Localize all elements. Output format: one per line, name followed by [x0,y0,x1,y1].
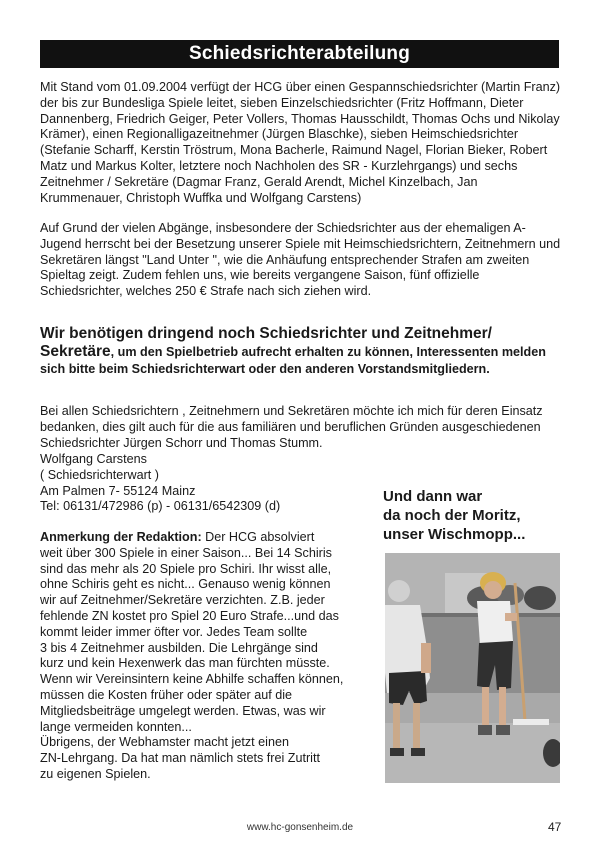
page-number: 47 [548,820,562,834]
contact-block [40,452,370,515]
note-line: lange vermeiden konnten... [40,719,192,734]
note-line: sind das mehr als 20 Spiele pro Schiri. Ihr wisst alle, [40,561,332,576]
page-title: Schiedsrichterabteilung [188,43,411,64]
note-line: müssen die Kosten früher oder später auf die [40,687,293,702]
note-line: ZN-Lehrgang. Da hat man nämlich stets frei Zutritt [40,751,320,766]
intro-paragraph-shortage: Auf Grund der vielen Abgänge, insbesondere der Schiedsrichter aus der ehemaligen A- Jugend herrscht bei der Besetzung unserer Spiele mit Heimschiedsrichtern, Zeitnehmern und Sekretären längst "Land Unter ", wie die Anhäufung entsprechender Strafen am zweiten Spieltag zeigt. Zudem fehlen uns, wie bereits vergangene Saison, fünf offizielle Schiedsrichter, welches 250 € Strafe nach sich ziehen wird. [40,221,561,299]
note-line: ohne Schiris geht es nicht... Genauso wenig können [40,577,331,592]
note-line: Anmerkung der Redaktion: Der HCG absolviert [40,530,315,544]
appeal-headline: Wir benötigen dringend noch Schiedsrichter und Zeitnehmer/ Sekretäre [40,325,492,360]
caption-line: Und dann war [383,488,483,505]
appeal-rest: , um den Spielbetrieb aufrecht erhalten zu können, Interessenten melden sich bitte beim Schiedsrichterwart oder den anderen Vorstandsmitgliedern. [40,345,546,376]
note-line: 3 bis 4 Zeitnehmer ausbilden. Die Lehrgänge sind [40,640,318,655]
contact-phone: Tel: 06131/472986 (p) - 06131/6542309 (d) [40,499,281,514]
note-line: wir auf Zeitnehmer/Sekretäre verzichten. Z.B. jeder [40,593,325,608]
appeal-paragraph [40,325,562,378]
section-title-bar [40,40,559,68]
gym-photo [385,553,560,783]
editor-note [40,530,390,783]
note-line: weit über 300 Spiele in einer Saison... Bei 14 Schiris [40,545,332,560]
note-line: fehlende ZN kostet pro Spiel 20 Euro Strafe...und das [40,608,339,623]
photo-caption [383,487,573,544]
contact-role: ( Schiedsrichterwart ) [40,467,159,482]
note-label: Anmerkung der Redaktion: [40,530,202,544]
footer-website: www.hc-gonsenheim.de [246,822,354,833]
note-line: zu eigenen Spielen. [40,766,151,781]
contact-address: Am Palmen 7- 55124 Mainz [40,483,196,498]
note-line: Mitgliedsbeiträge umgelegt werden. Etwas, was wir [40,703,326,718]
caption-line: da noch der Moritz, [383,507,521,524]
contact-name: Wolfgang Carstens [40,452,147,466]
note-line: Wenn wir Vereinsintern keine Abhilfe schaffen können, [40,672,344,687]
note-line: kommt leider immer öfter vor. Jedes Team sollte [40,624,308,639]
gym-photo-illustration [385,553,560,783]
note-line: kurz und kein Hexenwerk das man fürchten müsste. [40,656,330,671]
thanks-paragraph: Bei allen Schiedsrichtern , Zeitnehmern und Sekretären möchte ich mich für deren Einsatz bedanken, dies gilt auch für die aus familiären und beruflichen Gründen ausgeschiedenen Schiedsrichter Jürgen Schorr und Thomas Stumm. [40,404,543,450]
caption-line: unser Wischmopp... [383,526,526,543]
note-line: Übrigens, der Webhamster macht jetzt einen [40,735,289,750]
intro-paragraph-referees: Mit Stand vom 01.09.2004 verfügt der HCG über einen Gespannschiedsrichter (Martin Franz) der bis zur Bundesliga Spiele leitet, sieben Einzelschiedsrichter (Fritz Hoffmann, Dieter Dannenberg, Friedrich Geiger, Peter Vollers, Thomas Hausschildt, Thomas Ochs und Nikolay Krämer), einen Regionalligazeitnehmer (Jürgen Blaschke), sieben Heimschiedsrichter (Stefanie Scharff, Kerstin Tröstrum, Mona Bacherle, Raimund Nagel, Florian Bieker, Robert Matz und Markus Kolter, letztere noch Nachholen des SR - Kurzlehrgangs) und sechs Zeitnehmer / Sekretäre (Dagmar Franz, Gerald Arendt, Michel Kinzelbach, Jan Krummenauer, Christoph Wuffka und Wolfgang Carstens) [40,80,561,205]
